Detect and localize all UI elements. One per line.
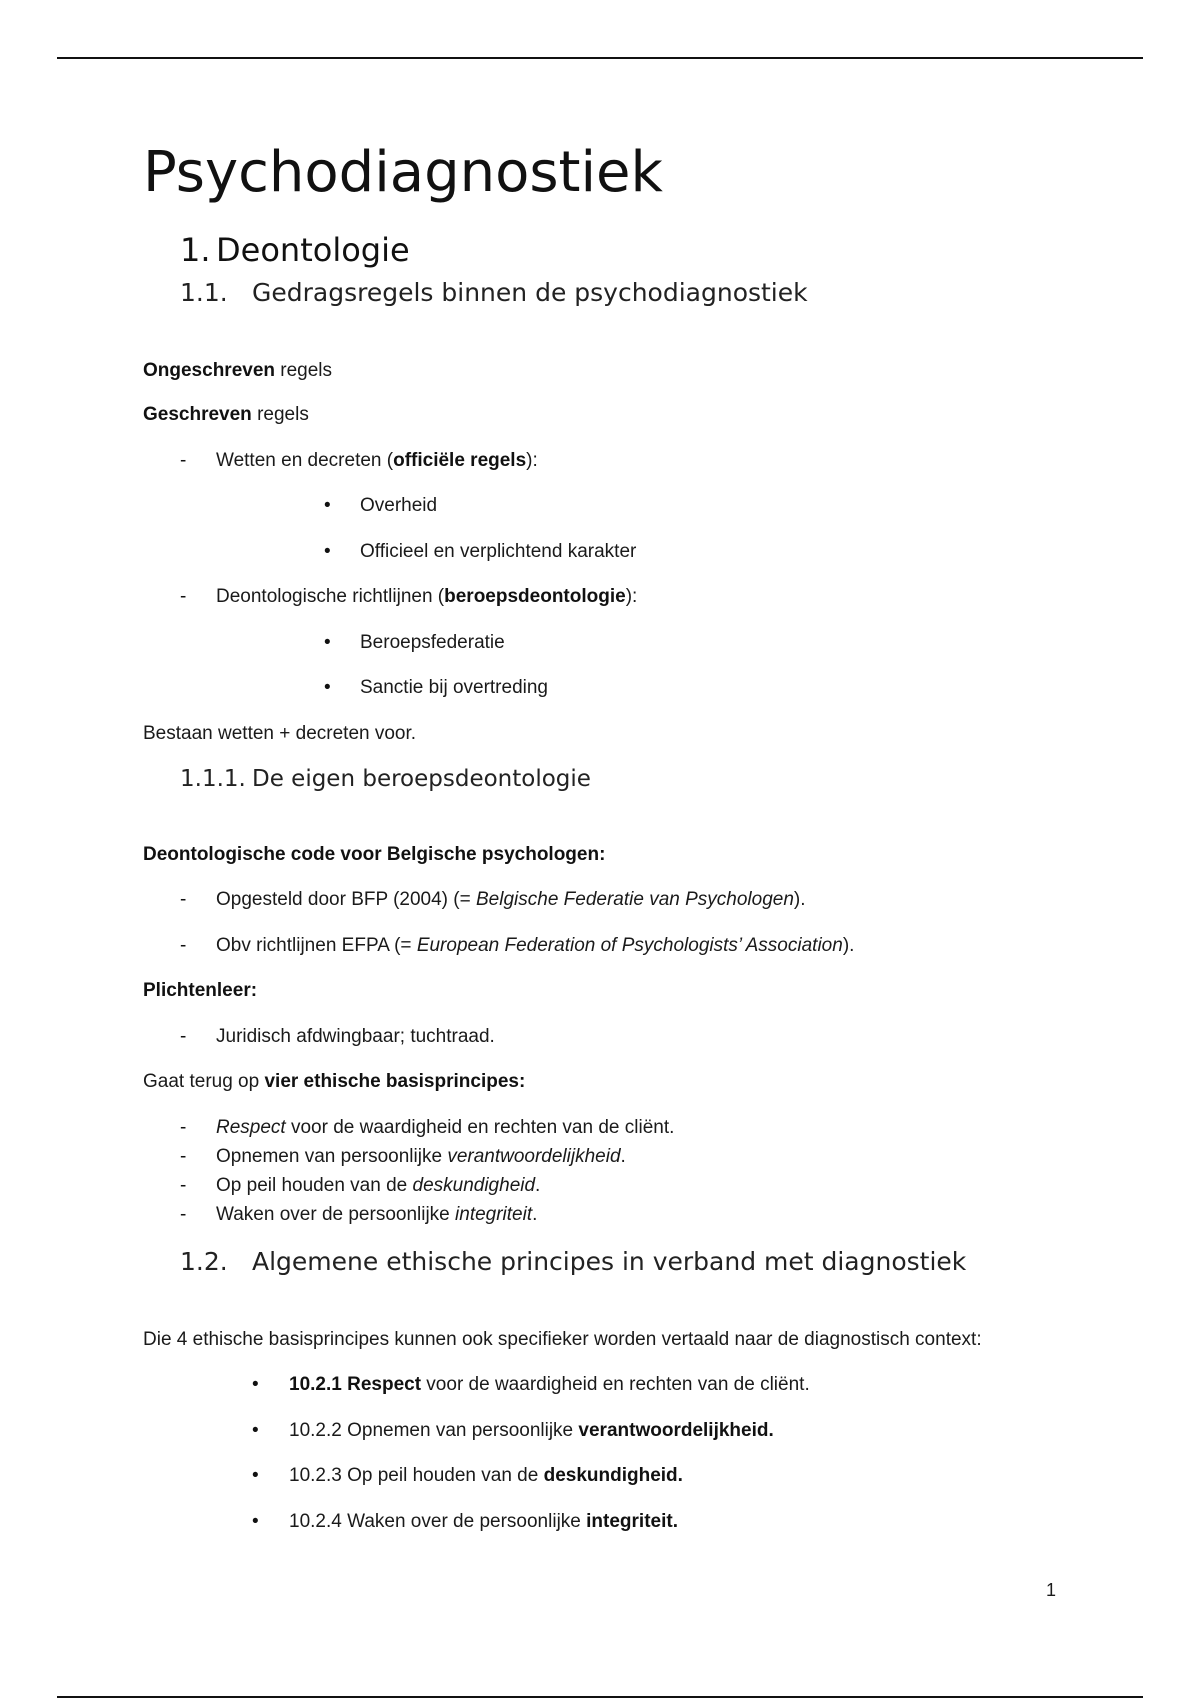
bullet-glyph: • bbox=[252, 1420, 259, 1441]
text: Opnemen van persoonlijke bbox=[216, 1146, 448, 1167]
italic-text: Respect bbox=[216, 1117, 286, 1138]
bold-text: officiële regels bbox=[393, 450, 527, 471]
heading-text: Deontologie bbox=[216, 231, 410, 269]
text: 10.2.3 Op peil houden van de bbox=[289, 1465, 544, 1486]
dash-bullet: - bbox=[180, 1117, 187, 1138]
list-item-efpa bbox=[216, 933, 854, 959]
bold-text: Plichtenleer: bbox=[143, 980, 258, 1001]
list-item-10-2-4 bbox=[289, 1509, 678, 1535]
text: ). bbox=[842, 935, 855, 956]
text: Waken over de persoonlijke bbox=[216, 1204, 456, 1225]
header-rule bbox=[57, 57, 1143, 59]
italic-text: European Federation of Psychologists’ Association bbox=[416, 935, 843, 956]
text: Opgesteld door BFP (2004) (= bbox=[216, 889, 476, 910]
list-item-verantwoordelijkheid bbox=[216, 1144, 626, 1170]
list-item-10-2-3 bbox=[289, 1463, 683, 1489]
text: 10.2.4 Waken over de persoonlijke bbox=[289, 1511, 587, 1532]
dash-bullet: - bbox=[180, 1204, 187, 1225]
bold-text: vier ethische basisprincipes: bbox=[264, 1071, 526, 1092]
heading-number: 1. bbox=[180, 231, 211, 269]
text: 10.2.2 Opnemen van persoonlijke bbox=[289, 1420, 579, 1441]
bullet-glyph: • bbox=[252, 1374, 259, 1395]
bold-text: deskundigheid. bbox=[543, 1465, 683, 1486]
bullet-glyph: • bbox=[252, 1465, 259, 1486]
heading-text: Gedragsregels binnen de psychodiagnostiek bbox=[252, 278, 808, 307]
dash-bullet: - bbox=[180, 1175, 187, 1196]
text: ): bbox=[526, 450, 538, 471]
text: Obv richtlijnen EFPA (= bbox=[216, 935, 417, 956]
list-item-officieel: Officieel en verplichtend karakter bbox=[360, 541, 637, 562]
dash-bullet: - bbox=[180, 1026, 187, 1047]
heading-algemene-principes bbox=[180, 1246, 966, 1278]
text: Deontologische richtlijnen ( bbox=[216, 586, 445, 607]
footer-rule bbox=[57, 1696, 1143, 1698]
text: voor de waardigheid en rechten van de cliënt. bbox=[285, 1117, 675, 1138]
text: ): bbox=[625, 586, 638, 607]
heading-gedragsregels bbox=[180, 277, 808, 309]
italic-text: Belgische Federatie van Psychologen bbox=[476, 889, 794, 910]
list-item-juridisch: Juridisch afdwingbaar; tuchtraad. bbox=[216, 1026, 495, 1047]
bullet-glyph: • bbox=[252, 1511, 259, 1532]
list-item-respect bbox=[216, 1115, 674, 1141]
heading-deontologie bbox=[180, 230, 410, 270]
list-item-deontological-guidelines bbox=[216, 584, 637, 610]
dash-bullet: - bbox=[180, 450, 187, 471]
dash-bullet: - bbox=[180, 586, 187, 607]
paragraph-unwritten-rules bbox=[143, 358, 332, 384]
bold-text: 10.2.1 Respect bbox=[289, 1374, 422, 1395]
text: regels bbox=[251, 404, 309, 425]
bullet-glyph: • bbox=[324, 541, 331, 562]
text: Gaat terug op bbox=[143, 1071, 265, 1092]
dash-bullet: - bbox=[180, 935, 187, 956]
text: . bbox=[532, 1204, 538, 1225]
bold-text: beroepsdeontologie bbox=[444, 586, 626, 607]
heading-eigen-beroepsdeontologie bbox=[180, 764, 591, 794]
paragraph-code-heading bbox=[143, 842, 605, 868]
heading-text: Algemene ethische principes in verband met diagnostiek bbox=[252, 1247, 967, 1276]
page-number: 1 bbox=[1046, 1580, 1057, 1600]
bullet-glyph: • bbox=[324, 632, 331, 653]
heading-text: De eigen beroepsdeontologie bbox=[252, 766, 591, 792]
text: ). bbox=[793, 889, 806, 910]
text: regels bbox=[275, 360, 333, 381]
list-item-laws bbox=[216, 448, 538, 474]
list-item-beroepsfederatie: Beroepsfederatie bbox=[360, 632, 505, 653]
paragraph-principles bbox=[143, 1069, 525, 1095]
dash-bullet: - bbox=[180, 1146, 187, 1167]
italic-text: verantwoordelijkheid bbox=[447, 1146, 621, 1167]
paragraph-written-rules bbox=[143, 402, 309, 428]
list-item-10-2-1 bbox=[289, 1372, 810, 1398]
italic-text: deskundigheid bbox=[412, 1175, 536, 1196]
bold-text: Ongeschreven bbox=[143, 360, 275, 381]
bullet-glyph: • bbox=[324, 677, 331, 698]
text: . bbox=[620, 1146, 626, 1167]
text: Op peil houden van de bbox=[216, 1175, 413, 1196]
heading-number: 1.1. bbox=[180, 278, 228, 307]
bold-text: Deontologische code voor Belgische psychologen: bbox=[143, 844, 606, 865]
list-item-integriteit bbox=[216, 1202, 537, 1228]
list-item-overheid: Overheid bbox=[360, 495, 438, 516]
list-item-bfp bbox=[216, 887, 806, 913]
heading-number: 1.1.1. bbox=[180, 766, 246, 792]
bold-text: Geschreven bbox=[143, 404, 252, 425]
bullet-glyph: • bbox=[324, 495, 331, 516]
text: voor de waardigheid en rechten van de cliënt. bbox=[421, 1374, 810, 1395]
list-item-sanctie: Sanctie bij overtreding bbox=[360, 677, 548, 698]
list-item-10-2-2 bbox=[289, 1418, 774, 1444]
paragraph-diagnostic-intro: Die 4 ethische basisprincipes kunnen ook specifieker worden vertaald naar de diagnostisch context: bbox=[143, 1329, 982, 1350]
italic-text: integriteit bbox=[455, 1204, 533, 1225]
paragraph-exist: Bestaan wetten + decreten voor. bbox=[143, 723, 417, 744]
text: . bbox=[535, 1175, 541, 1196]
bold-text: verantwoordelijkheid. bbox=[578, 1420, 774, 1441]
document-title: Psychodiagnostiek bbox=[143, 140, 663, 205]
heading-number: 1.2. bbox=[180, 1247, 228, 1276]
list-item-deskundigheid bbox=[216, 1173, 540, 1199]
text: Wetten en decreten ( bbox=[216, 450, 394, 471]
dash-bullet: - bbox=[180, 889, 187, 910]
paragraph-duties-heading bbox=[143, 978, 257, 1004]
bold-text: integriteit. bbox=[586, 1511, 678, 1532]
